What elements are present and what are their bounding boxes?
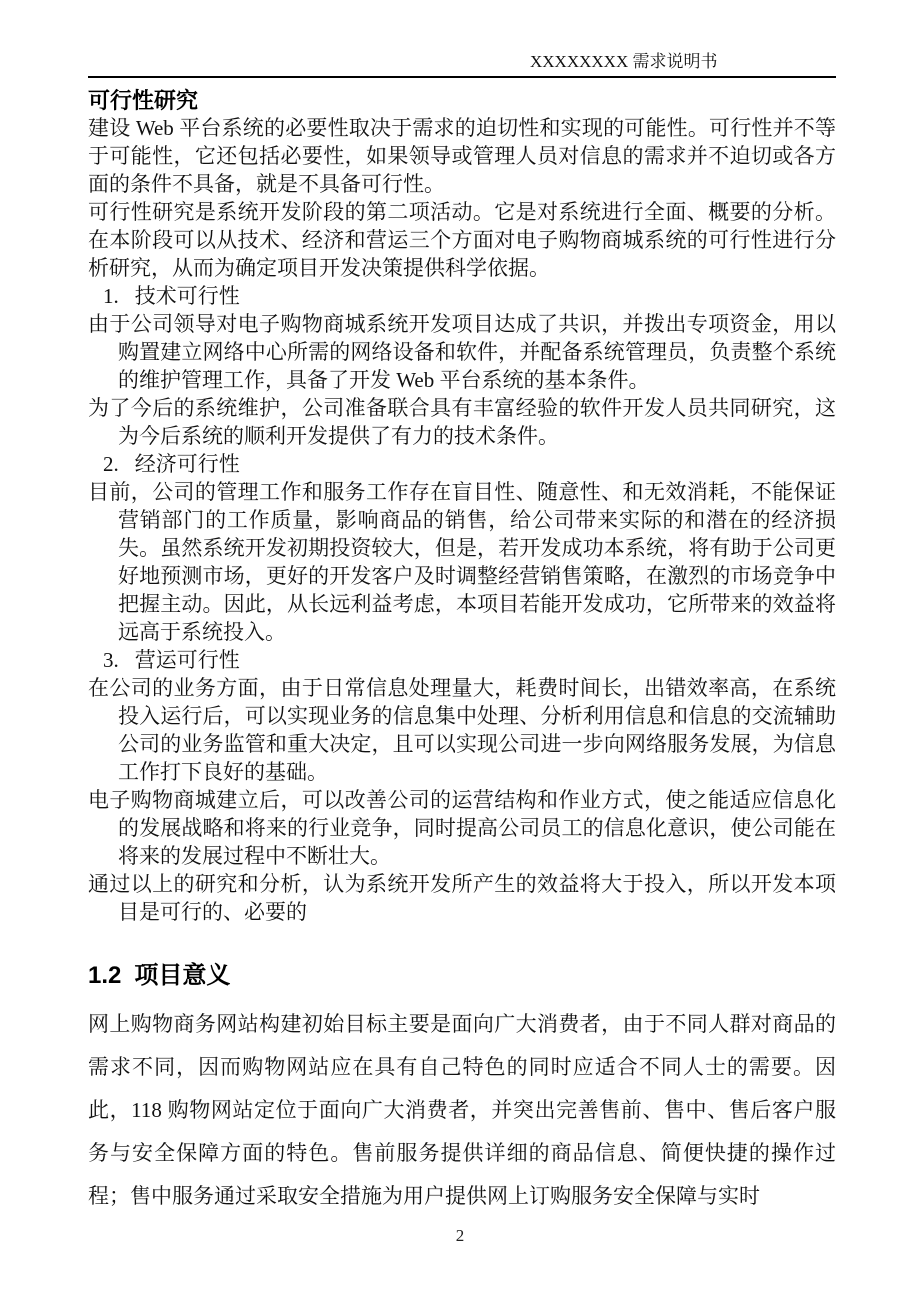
technical-paragraph-1: 由于公司领导对电子购物商城系统开发项目达成了共识，并拨出专项资金，用以购置建立网络中心所需的网络设备和软件，并配备系统管理员，负责整个系统的维护管理工作，具备了开发 Web 平台系统的基本条件。 [88,312,836,392]
feasibility-title: 可行性研究 [88,88,199,113]
list-number: 1. [103,284,119,308]
page-footer [0,1226,920,1246]
list-number: 2. [103,452,119,476]
operational-paragraph-3: 通过以上的研究和分析，认为系统开发所产生的效益将大于投入，所以开发本项目是可行的、必要的 [88,872,836,924]
list-item-operational [88,646,836,674]
list-label: 营运可行性 [134,648,240,672]
section-1-2-title [88,962,836,990]
economic-paragraph-1: 目前，公司的管理工作和服务工作存在盲目性、随意性、和无效消耗，不能保证营销部门的工作质量，影响商品的销售，给公司带来实际的和潜在的经济损失。虽然系统开发初期投资较大，但是，若开发成功本系统，将有助于公司更好地预测市场，更好的开发客户及时调整经营销售策略，在激烈的市场竞争中把握主动。因此，从长远利益考虑，本项目若能开发成功，它所带来的效益将远高于系统投入。 [88,480,836,644]
section-number: 1.2 [88,962,122,989]
header-title: XXXXXXXX 需求说明书 [530,52,718,71]
list-label: 经济可行性 [134,452,240,476]
section-title-text: 项目意义 [134,962,231,989]
list-label: 技术可行性 [134,284,240,308]
intro-paragraph-2: 可行性研究是系统开发阶段的第二项活动。它是对系统进行全面、概要的分析。在本阶段可以从技术、经济和营运三个方面对电子购物商城系统的可行性进行分析研究，从而为确定项目开发决策提供科学依据。 [88,200,836,280]
technical-paragraph-2: 为了今后的系统维护，公司准备联合具有丰富经验的软件开发人员共同研究，这为今后系统的顺利开发提供了有力的技术条件。 [88,396,836,448]
intro-paragraph-1: 建设 Web 平台系统的必要性取决于需求的迫切性和实现的可能性。可行性并不等于可能性，它还包括必要性，如果领导或管理人员对信息的需求并不迫切或各方面的条件不具备，就是不具备可行性。 [88,116,836,196]
list-item-technical [88,282,836,310]
section-1-2-body: 网上购物商务网站构建初始目标主要是面向广大消费者，由于不同人群对商品的需求不同，因而购物网站应在具有自己特色的同时应适合不同人士的需要。因此，118 购物网站定位于面向广大消费者，并突出完善售前、售中、售后客户服务与安全保障方面的特色。售前服务提供详细的商品信息、简便快捷的操作过程；售中服务通过采取安全措施为用户提供网上订购服务安全保障与实时 [88,1012,836,1208]
page-number: 2 [455,1226,465,1245]
operational-paragraph-2: 电子购物商城建立后，可以改善公司的运营结构和作业方式，使之能适应信息化的发展战略和将来的行业竞争，同时提高公司员工的信息化意识，使公司能在将来的发展过程中不断壮大。 [88,788,836,868]
list-item-economic [88,450,836,478]
page-content [88,0,836,1218]
operational-paragraph-1: 在公司的业务方面，由于日常信息处理量大，耗费时间长，出错效率高，在系统投入运行后，可以实现业务的信息集中处理、分析利用信息和信息的交流辅助公司的业务监管和重大决定，且可以实现公司进一步向网络服务发展，为信息工作打下良好的基础。 [88,676,836,784]
list-number: 3. [103,648,119,672]
page-header [88,0,836,78]
